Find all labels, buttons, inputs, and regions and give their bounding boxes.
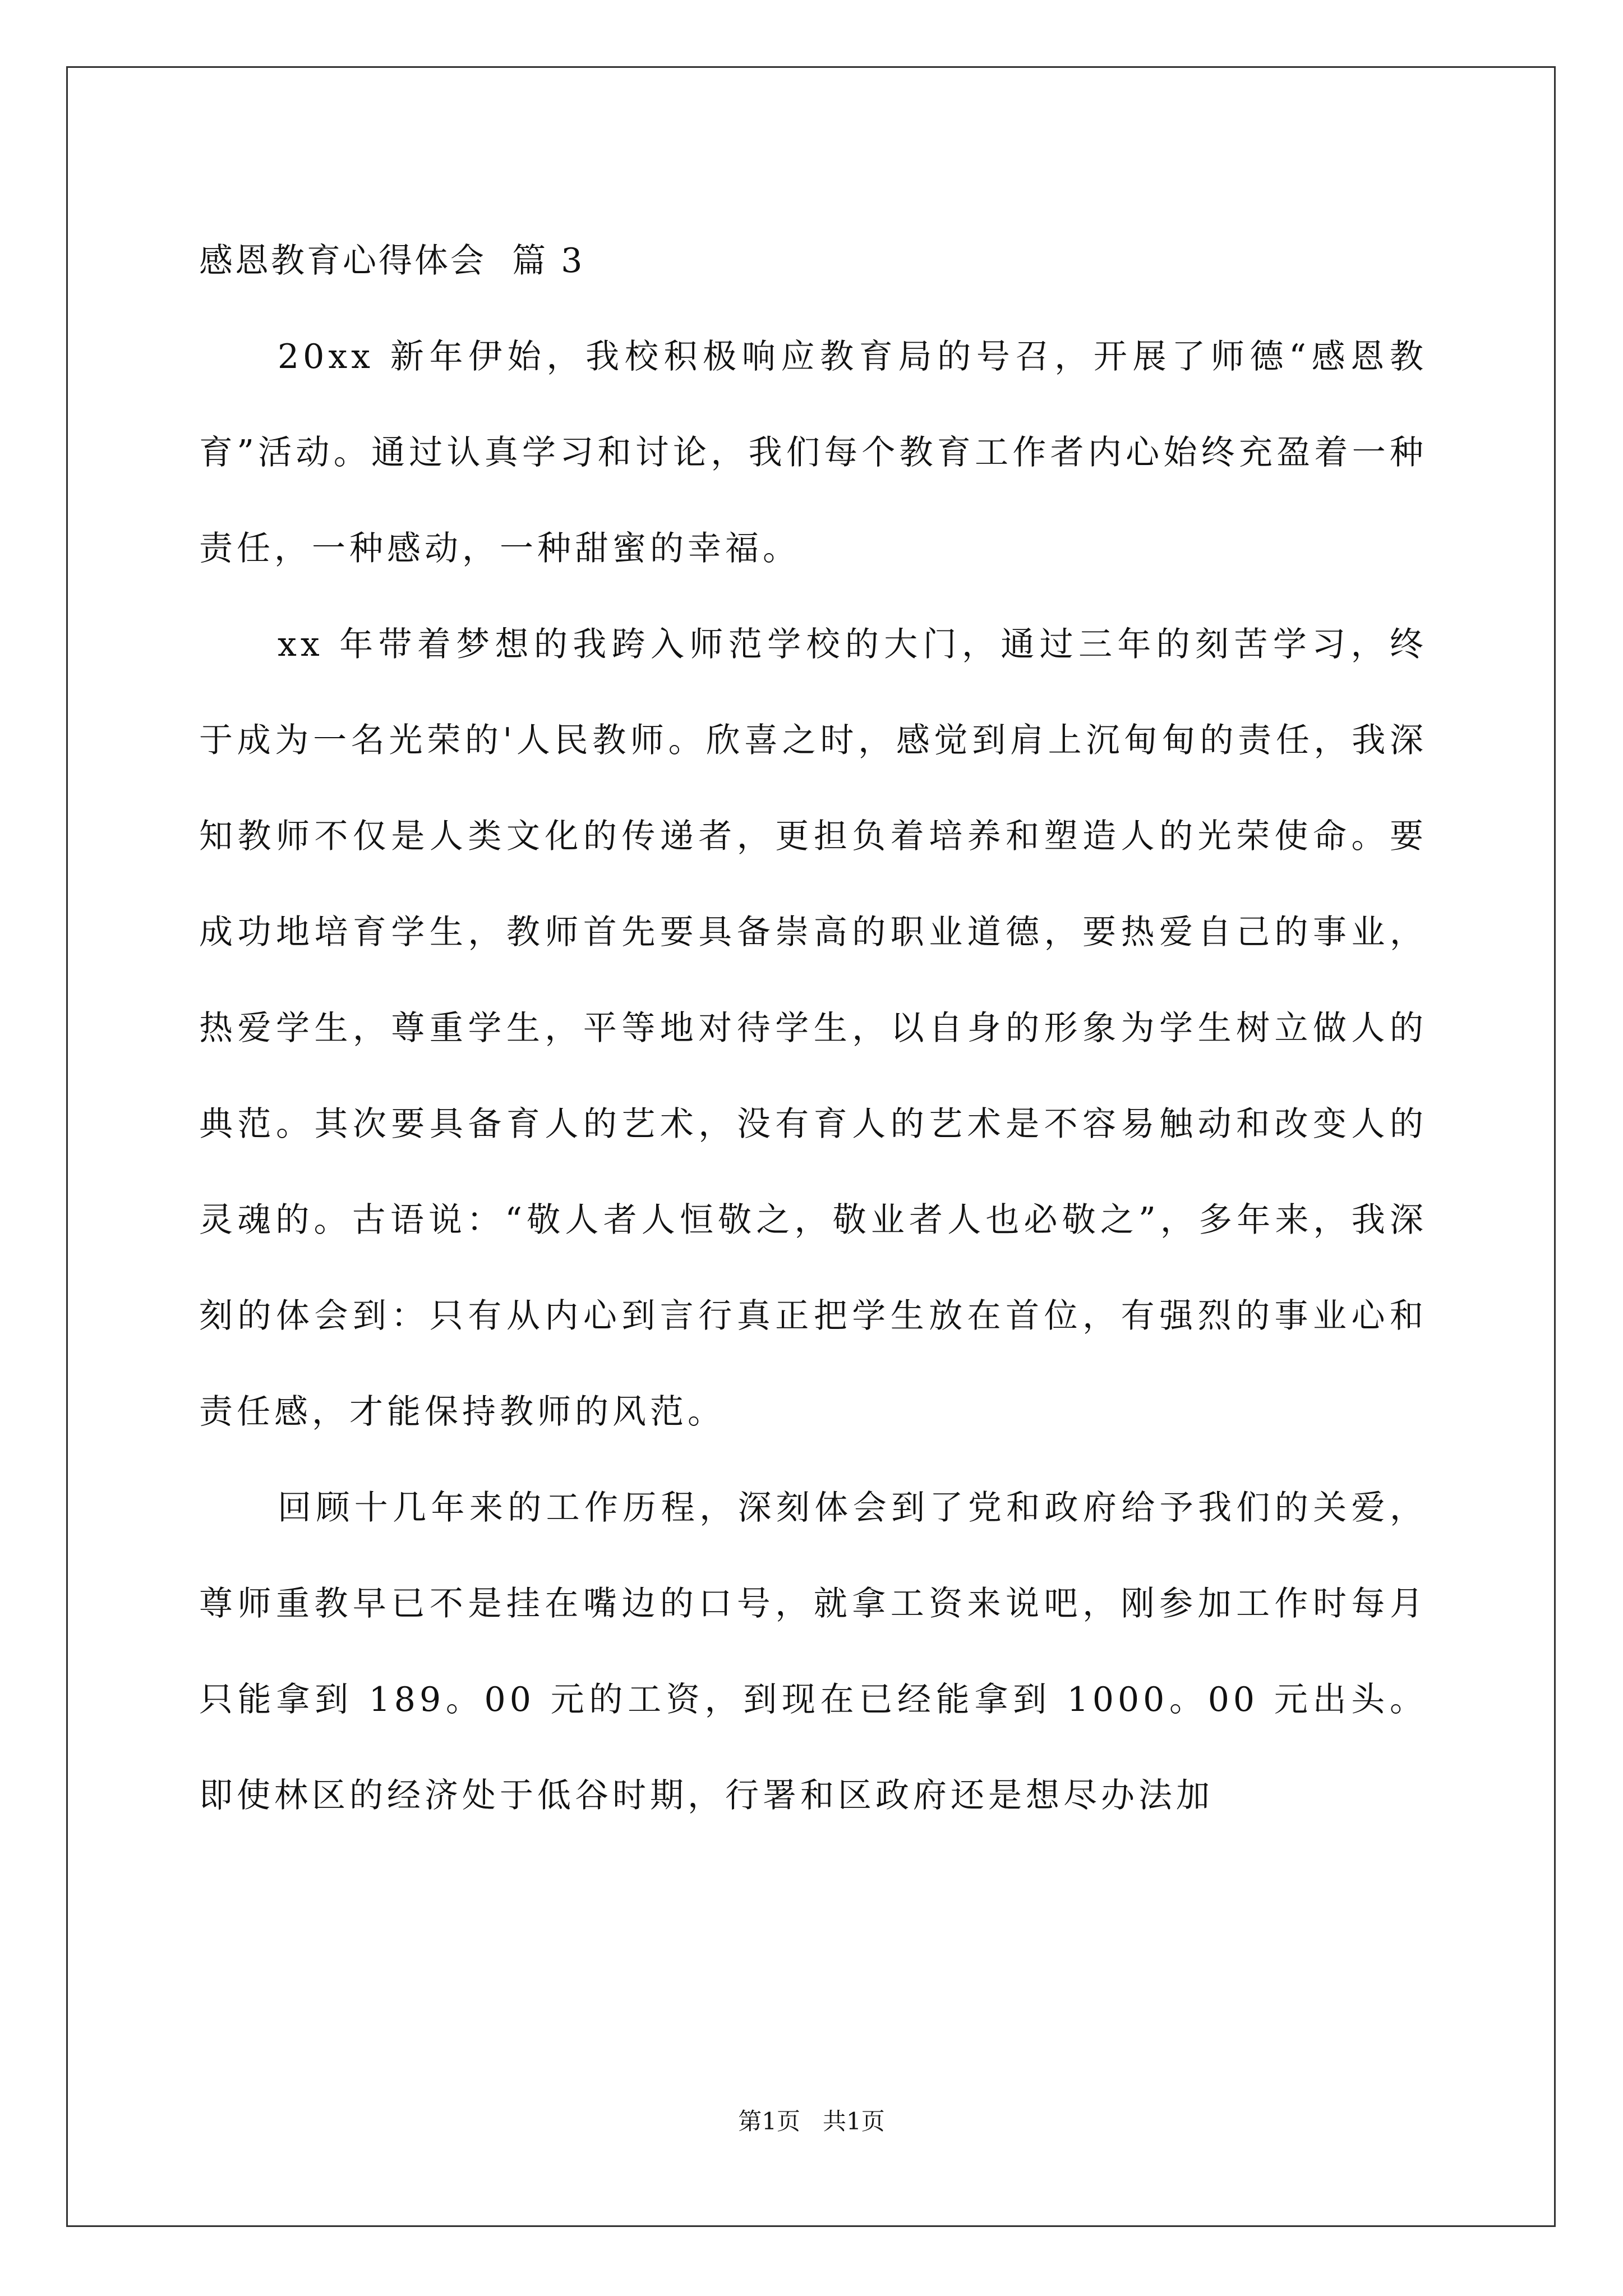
document-title: 感恩教育心得体会 篇 3 bbox=[199, 241, 585, 280]
paragraph: 20xx 新年伊始，我校积极响应教育局的号召，开展了师德“感恩教育”活动。通过认真学习和讨论，我们每个教育工作者内心始终充盈着一种责任，一种感动，一种甜蜜的幸福。 bbox=[199, 337, 1427, 568]
document-body bbox=[199, 213, 1427, 1844]
page-footer bbox=[0, 2105, 1623, 2138]
page-number: 第1页 bbox=[738, 2108, 800, 2135]
paragraph: 回顾十几年来的工作历程，深刻体会到了党和政府给予我们的关爱，尊师重教早已不是挂在嘴边的口号，就拿工资来说吧，刚参加工作时每月只能拿到 189。00 元的工资，到现在已经能拿到 1000。00 元出头。即使林区的经济处于低谷时期，行署和区政府还是想尽办法加 bbox=[199, 1488, 1427, 1815]
page-total: 共1页 bbox=[823, 2108, 885, 2135]
paragraph: xx 年带着梦想的我跨入师范学校的大门，通过三年的刻苦学习，终于成为一名光荣的'人民教师。欣喜之时，感觉到肩上沉甸甸的责任，我深知教师不仅是人类文化的传递者，更担负着培养和塑造人的光荣使命。要成功地培育学生，教师首先要具备崇高的职业道德，要热爱自己的事业，热爱学生，尊重学生，平等地对待学生，以自身的形象为学生树立做人的典范。其次要具备育人的艺术，没有育人的艺术是不容易触动和改变人的灵魂的。古语说：“敬人者人恒敬之，敬业者人也必敬之”，多年来，我深刻的体会到：只有从内心到言行真正把学生放在首位，有强烈的事业心和责任感，才能保持教师的风范。 bbox=[199, 625, 1427, 1432]
